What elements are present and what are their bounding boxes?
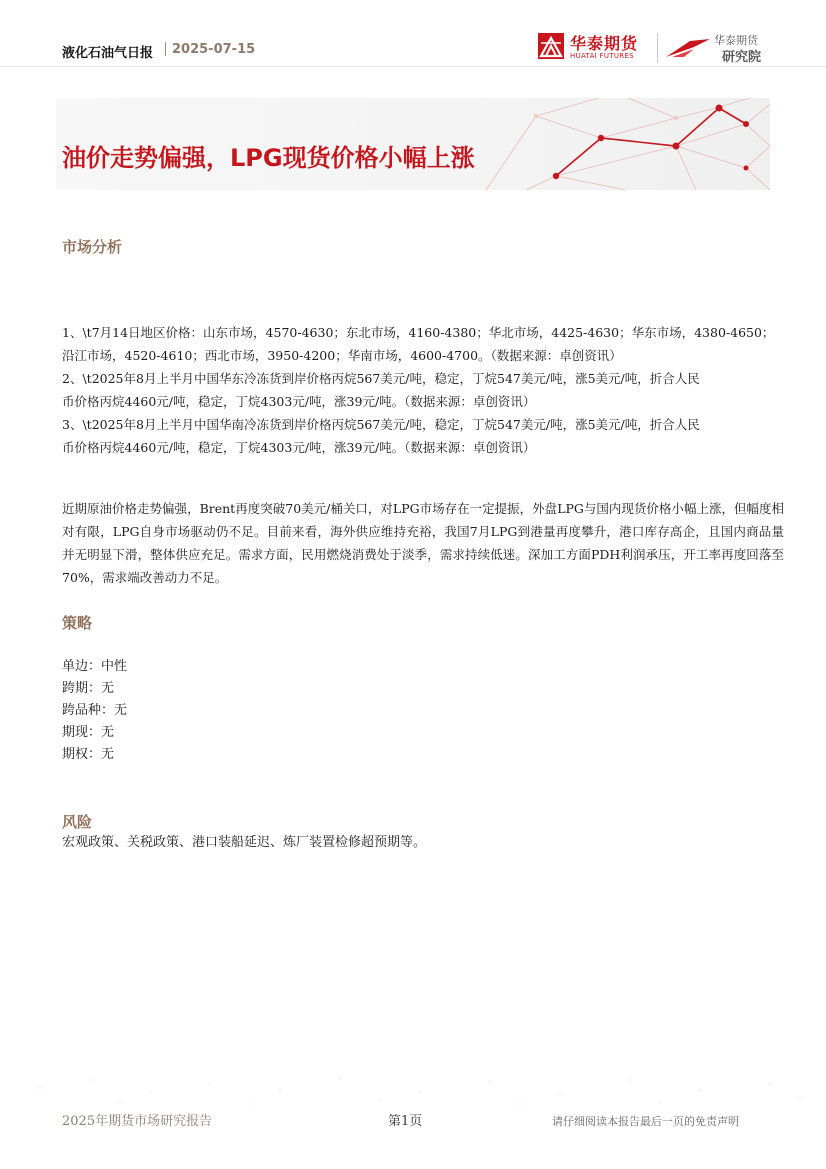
list-item: 2、\t2025年8月上半月中国华东冷冻货到岸价格丙烷567美元/吨，稳定，丁烷547美元/吨，涨5美元/吨，折合人民	[62, 371, 700, 386]
research-institute-logo	[664, 33, 774, 66]
list-item: 1、\t7月14日地区价格：山东市场，4570-4630；东北市场，4160-4380；华北市场，4425-4630；华东市场，4380-4650；	[62, 325, 775, 340]
institute-logo-icon	[664, 37, 712, 59]
page-header	[0, 33, 826, 67]
footer-disclaimer-note: 请仔细阅读本报告最后一页的免责声明	[552, 1115, 739, 1128]
strategy-item: 跨期：无	[62, 681, 115, 696]
list-item: 沿江市场，4520-4610；西北市场，3950-4200；华南市场，4600-4700。（数据来源：卓创资讯）	[62, 348, 622, 363]
list-item: 币价格丙烷4460元/吨，稳定，丁烷4303元/吨，涨39元/吨。（数据来源：卓创资讯）	[62, 394, 536, 409]
footer-report-series: 2025年期货市场研究报告	[62, 1114, 213, 1129]
market-analysis-heading: 市场分析	[62, 238, 123, 256]
logo-chinese-text: 华泰期货	[570, 34, 639, 53]
report-name: 液化石油气日报	[62, 46, 154, 61]
list-item: 币价格丙烷4460元/吨，稳定，丁烷4303元/吨，涨39元/吨。（数据来源：卓创资讯）	[62, 440, 536, 455]
strategy-item: 单边：中性	[62, 659, 128, 674]
risk-text: 宏观政策、关税政策、港口装船延迟、炼厂装置检修超预期等。	[62, 835, 427, 850]
market-price-list	[62, 321, 784, 459]
report-date: 2025-07-15	[172, 42, 256, 57]
huatai-logo-icon	[538, 33, 564, 59]
list-item: 3、\t2025年8月上半月中国华南冷冻货到岸价格丙烷567美元/吨，稳定，丁烷547美元/吨，涨5美元/吨，折合人民	[62, 417, 700, 432]
report-title: 油价走势偏强，LPG现货价格小幅上涨	[62, 144, 475, 172]
strategy-item: 跨品种：无	[62, 703, 128, 718]
strategy-item: 期现：无	[62, 725, 115, 740]
strategy-heading: 策略	[62, 614, 93, 632]
title-banner	[56, 98, 770, 190]
market-summary: 近期原油价格走势偏强，Brent再度突破70美元/桶关口，对LPG市场存在一定提振，外盘LPG与国内现货价格小幅上涨，但幅度相对有限，LPG自身市场驱动仍不足。目前来看，海外供应维持充裕，我国7月LPG到港量再度攀升，港口库存高企，且国内商品量并无明显下滑，整体供应充足。需求方面，民用燃烧消费处于淡季，需求持续低迷。深加工方面PDH利润承压，开工率再度回落至70%，需求端改善动力不足。	[62, 501, 784, 585]
risk-heading: 风险	[62, 813, 93, 831]
logo-english-text: HUATAI FUTURES	[570, 52, 634, 60]
strategy-item: 期权：无	[62, 747, 115, 762]
institute-line-2: 研究院	[722, 50, 762, 65]
strategy-list	[62, 656, 127, 766]
institute-line-1: 华泰期货	[714, 34, 758, 47]
footer-page-number: 第1页	[388, 1114, 423, 1129]
huatai-futures-logo	[538, 33, 658, 66]
logo-divider	[657, 33, 658, 63]
header-separator	[165, 42, 166, 56]
